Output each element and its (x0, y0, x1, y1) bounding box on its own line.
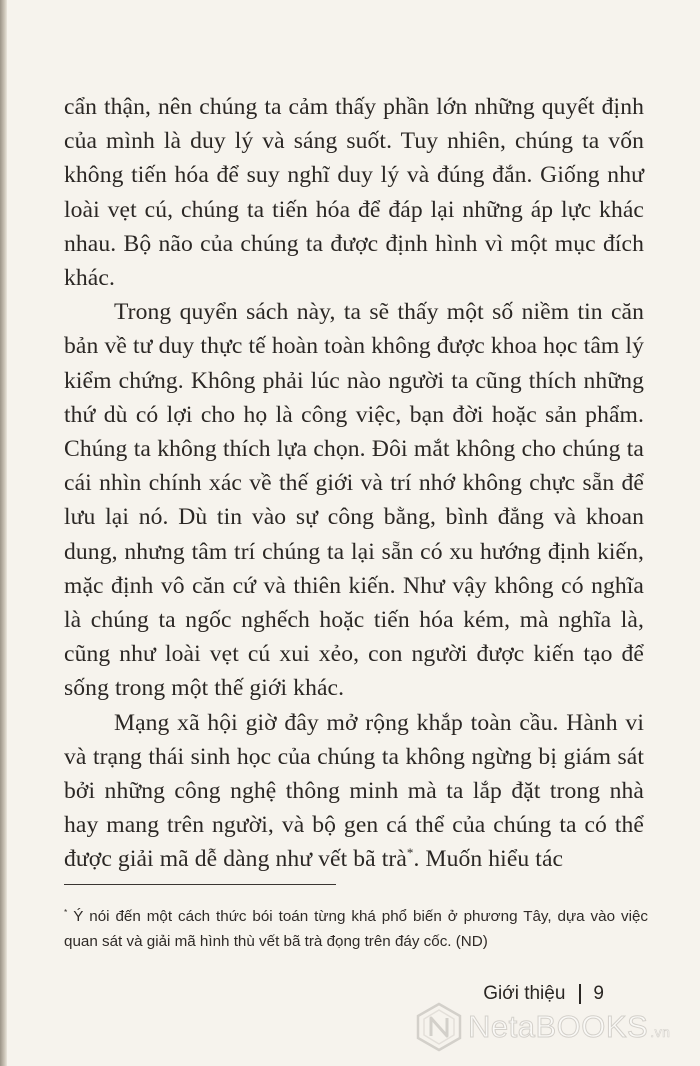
watermark (416, 1002, 670, 1052)
paragraph-1-text: cẩn thận, nên chúng ta cảm thấy phần lớn những quyết định của mình là duy lý và sáng suốt. Tuy nhiên, chúng ta vốn không tiến hóa để suy nghĩ duy lý và đúng đắn. Giống như loài vẹt cú, chúng ta tiến hóa để đáp lại những áp lực khác nhau. Bộ não của chúng ta được định hình vì một mục đích khác. (64, 94, 644, 292)
paragraph-3-text: Mạng xã hội giờ đây mở rộng khắp toàn cầu. Hành vi và trạng thái sinh học của chúng ta không ngừng bị giám sát bởi những công nghệ thông minh mà ta lắp đặt trong nhà hay mang trên người, và bộ gen cá thể của chúng ta có thể được giải mã dễ dàng như vết bã trà (64, 709, 644, 873)
footnote (64, 904, 648, 954)
paragraph-1 (64, 90, 644, 295)
watermark-brand: NetaBOOKS .vn (468, 1009, 671, 1044)
section-title: Giới thiệu (483, 983, 566, 1004)
netabooks-logo-icon (416, 1002, 462, 1052)
paragraph-3 (64, 706, 644, 877)
footnote-divider (64, 884, 336, 885)
footnote-text: Ý nói đến một cách thức bói toán từng khá phổ biến ở phương Tây, dựa vào việc quan sát và giải mã hình thù vết bã trà đọng trên đáy cốc. (ND) (64, 908, 648, 950)
book-spine-shadow (0, 0, 7, 1066)
paragraph-2 (64, 295, 644, 705)
footnote-reference-mark[interactable]: * (406, 845, 414, 861)
footnote-mark: * (64, 906, 68, 917)
footer-separator (579, 984, 581, 1004)
page-number: 9 (593, 983, 604, 1004)
body-text (64, 90, 644, 877)
paragraph-2-text: Trong quyển sách này, ta sẽ thấy một số niềm tin căn bản về tư duy thực tế hoàn toàn không được khoa học tâm lý kiểm chứng. Không phải lúc nào người ta cũng thích những thứ dù có lợi cho họ là công việc, bạn đời hoặc sản phẩm. Chúng ta không thích lựa chọn. Đôi mắt không cho chúng ta cái nhìn chính xác về thế giới và trí nhớ không chực sẵn để lưu lại nó. Dù tin vào sự công bằng, bình đẳng và khoan dung, nhưng tâm trí chúng ta lại sẵn có xu hướng định kiến, mặc định vô căn cứ và thiên kiến. Như vậy không có nghĩa là chúng ta ngốc nghếch hoặc tiến hóa kém, mà nghĩa là, cũng như loài vẹt cú xui xẻo, con người được kiến tạo để sống trong một thế giới khác. (64, 299, 644, 702)
paragraph-3-tail: . Muốn hiểu tác (413, 846, 564, 873)
